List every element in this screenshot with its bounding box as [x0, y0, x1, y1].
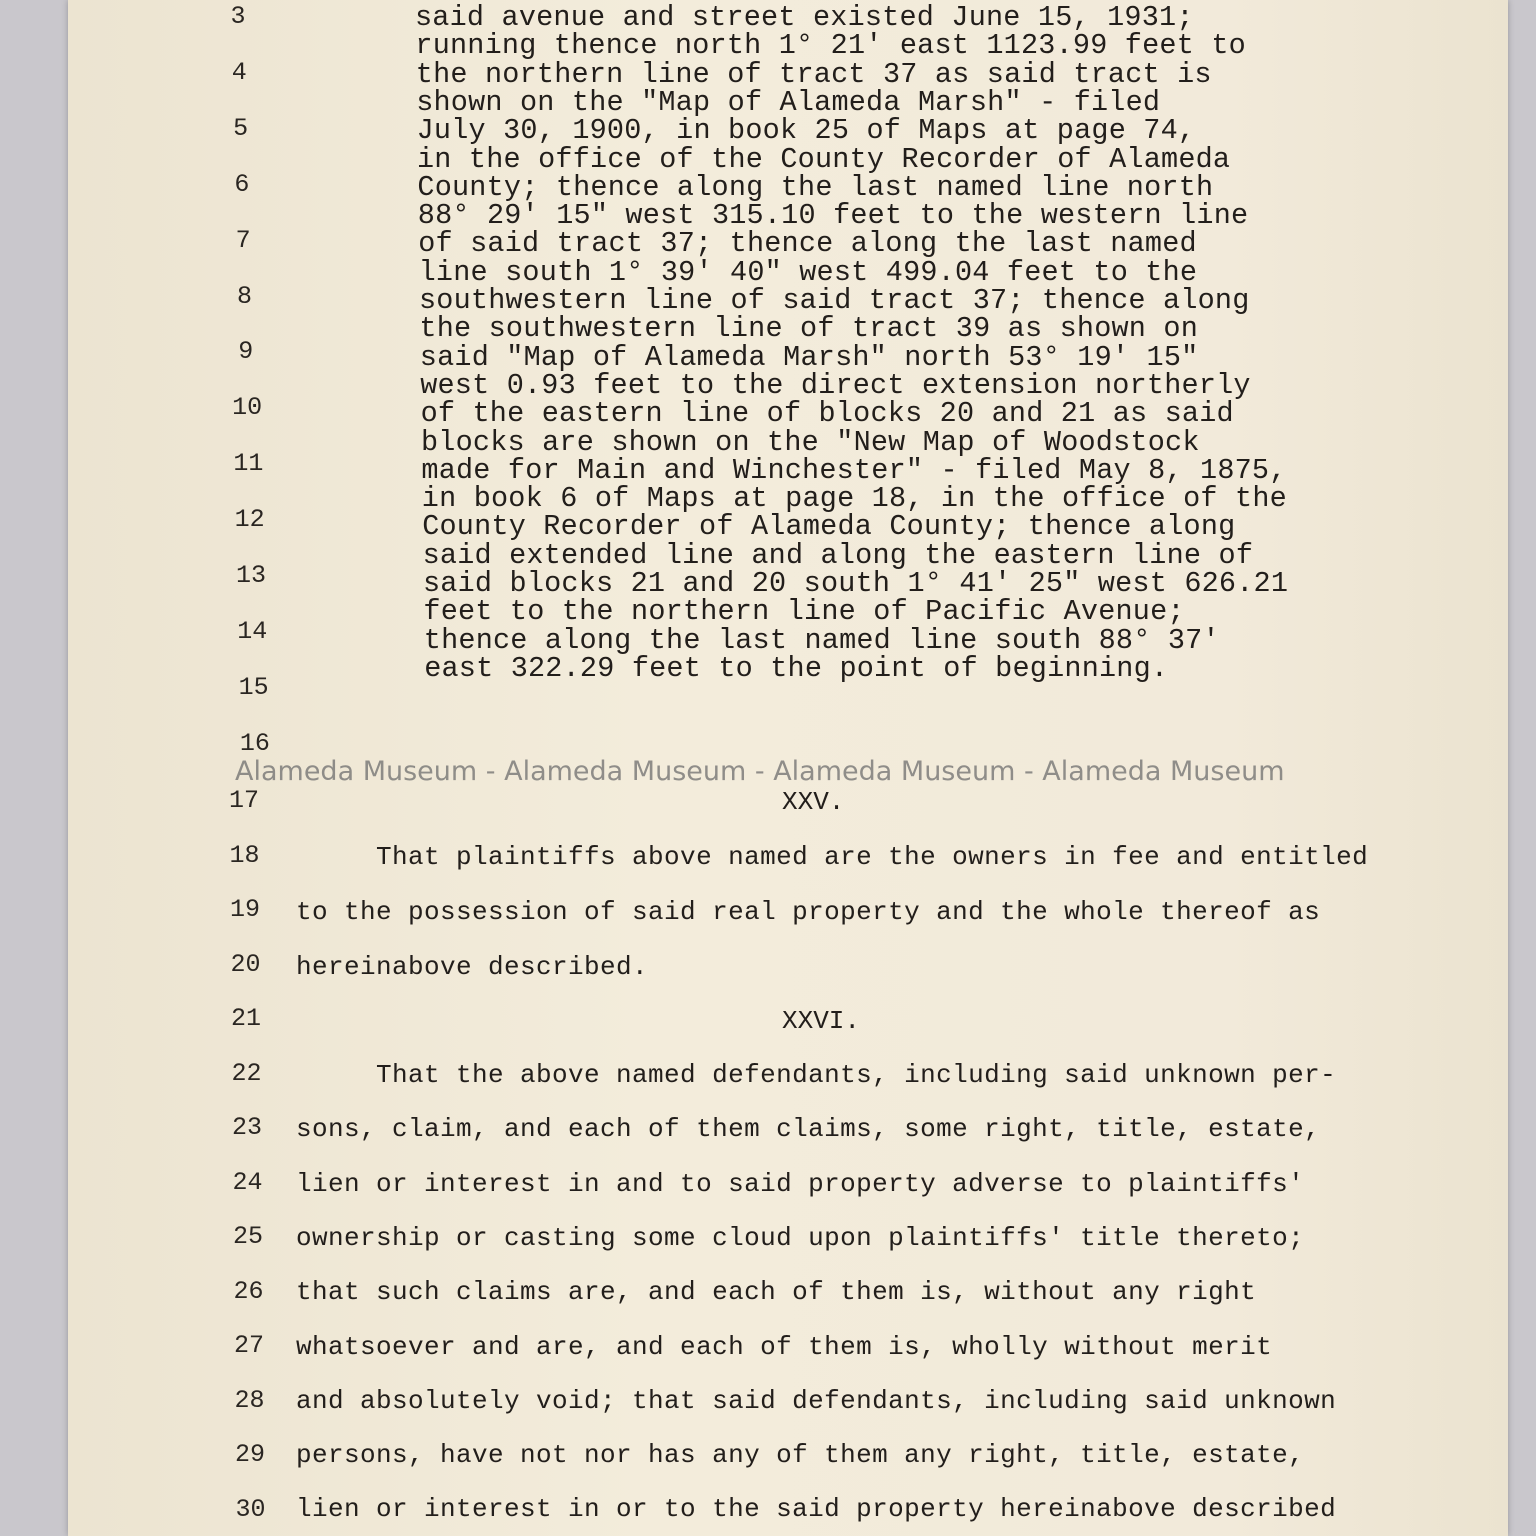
line-number: 28	[234, 1385, 265, 1415]
line-number: 20	[230, 949, 261, 979]
description-line: feet to the northern line of Pacific Avenue;	[423, 595, 1185, 629]
body-line: lien or interest in and to said property adverse to plaintiffs'	[296, 1168, 1305, 1199]
description-line: said avenue and street existed June 15, 1931;	[415, 1, 1194, 34]
description-line: line south 1° 39' 40" west 499.04 feet to the	[418, 255, 1198, 289]
description-line: made for Main and Winchester" - filed May 8, 1875,	[421, 453, 1287, 487]
line-number: 18	[229, 840, 260, 870]
body-line: that such claims are, and each of them is, without any right	[296, 1277, 1257, 1308]
section-heading: XXVI.	[782, 1006, 861, 1036]
description-line: southwestern line of said tract 37; thence along	[419, 284, 1250, 317]
body-line: That plaintiffs above named are the owners in fee and entitled	[296, 842, 1369, 872]
description-line: 88° 29' 15" west 315.10 feet to the western line	[417, 199, 1249, 233]
description-line: in the office of the County Recorder of Alameda	[417, 142, 1231, 176]
line-number: 5	[233, 113, 249, 143]
line-number: 15	[238, 672, 269, 702]
description-line: said extended line and along the eastern line of	[422, 538, 1254, 572]
body-line: and absolutely void; that said defendants, including said unknown	[296, 1385, 1337, 1416]
line-number: 7	[235, 225, 251, 255]
line-number: 3	[230, 2, 246, 31]
line-number: 14	[237, 616, 268, 646]
description-line: thence along the last named line south 88° 37'	[423, 623, 1220, 657]
line-number: 22	[231, 1058, 262, 1088]
line-number: 29	[234, 1440, 265, 1469]
description-line: in book 6 of Maps at page 18, in the office of the	[421, 482, 1287, 516]
description-line: said "Map of Alameda Marsh" north 53° 19' 15"	[419, 340, 1199, 374]
description-line: the northern line of tract 37 as said tract is	[415, 57, 1212, 91]
line-number: 25	[232, 1222, 263, 1251]
description-line: running thence north 1° 21' east 1123.99 feet to	[415, 29, 1246, 63]
body-line: That the above named defendants, including said unknown per-	[296, 1060, 1337, 1090]
description-line: shown on the "Map of Alameda Marsh" - filed	[416, 85, 1161, 119]
line-number: 23	[231, 1113, 262, 1142]
line-number: 13	[235, 561, 266, 590]
line-number: 16	[239, 728, 270, 758]
description-line: west 0.93 feet to the direct extension northerly	[420, 368, 1251, 402]
description-line: County; thence along the last named line north	[417, 170, 1214, 204]
body-line: hereinabove described.	[296, 952, 649, 982]
line-number: 30	[235, 1494, 266, 1524]
section-heading: XXV.	[782, 787, 845, 817]
body-line: ownership or casting some cloud upon plaintiffs' title thereto;	[296, 1222, 1305, 1253]
body-line: lien or interest in or to the said property hereinabove described	[296, 1494, 1337, 1525]
line-number: 27	[233, 1331, 264, 1360]
description-line: of the eastern line of blocks 20 and 21 as said	[420, 397, 1234, 431]
body-line: to the possession of said real property and the whole thereof as	[296, 897, 1321, 927]
description-line: east 322.29 feet to the point of beginning.	[424, 651, 1169, 685]
line-number: 12	[234, 505, 265, 535]
line-number: 10	[232, 393, 263, 423]
description-line: of said tract 37; thence along the last named	[418, 227, 1197, 261]
line-number: 26	[233, 1276, 264, 1306]
body-line: persons, have not nor has any of them any right, title, estate,	[296, 1440, 1305, 1471]
body-line: whatsoever and are, and each of them is, wholly without merit	[296, 1331, 1273, 1362]
description-line: County Recorder of Alameda County; thence along	[422, 510, 1236, 544]
line-number: 11	[233, 449, 264, 479]
line-number: 19	[229, 895, 260, 924]
description-line: blocks are shown on the "New Map of Woodstock	[421, 425, 1200, 459]
line-number: 8	[236, 281, 252, 311]
line-number: 21	[230, 1004, 261, 1033]
line-number: 9	[238, 337, 254, 367]
description-line: said blocks 21 and 20 south 1° 41' 25" west 626.21	[423, 567, 1289, 600]
body-line: sons, claim, and each of them claims, some right, title, estate,	[296, 1114, 1321, 1145]
line-number: 4	[231, 57, 247, 87]
line-number: 6	[234, 169, 250, 199]
description-line: July 30, 1900, in book 25 of Maps at page 74,	[416, 114, 1196, 148]
line-number: 17	[228, 786, 259, 815]
description-line: the southwestern line of tract 39 as shown on	[419, 312, 1199, 346]
line-number: 24	[232, 1167, 263, 1197]
watermark: Alameda Museum - Alameda Museum - Alameda Museum - Alameda Museum	[235, 756, 1285, 787]
